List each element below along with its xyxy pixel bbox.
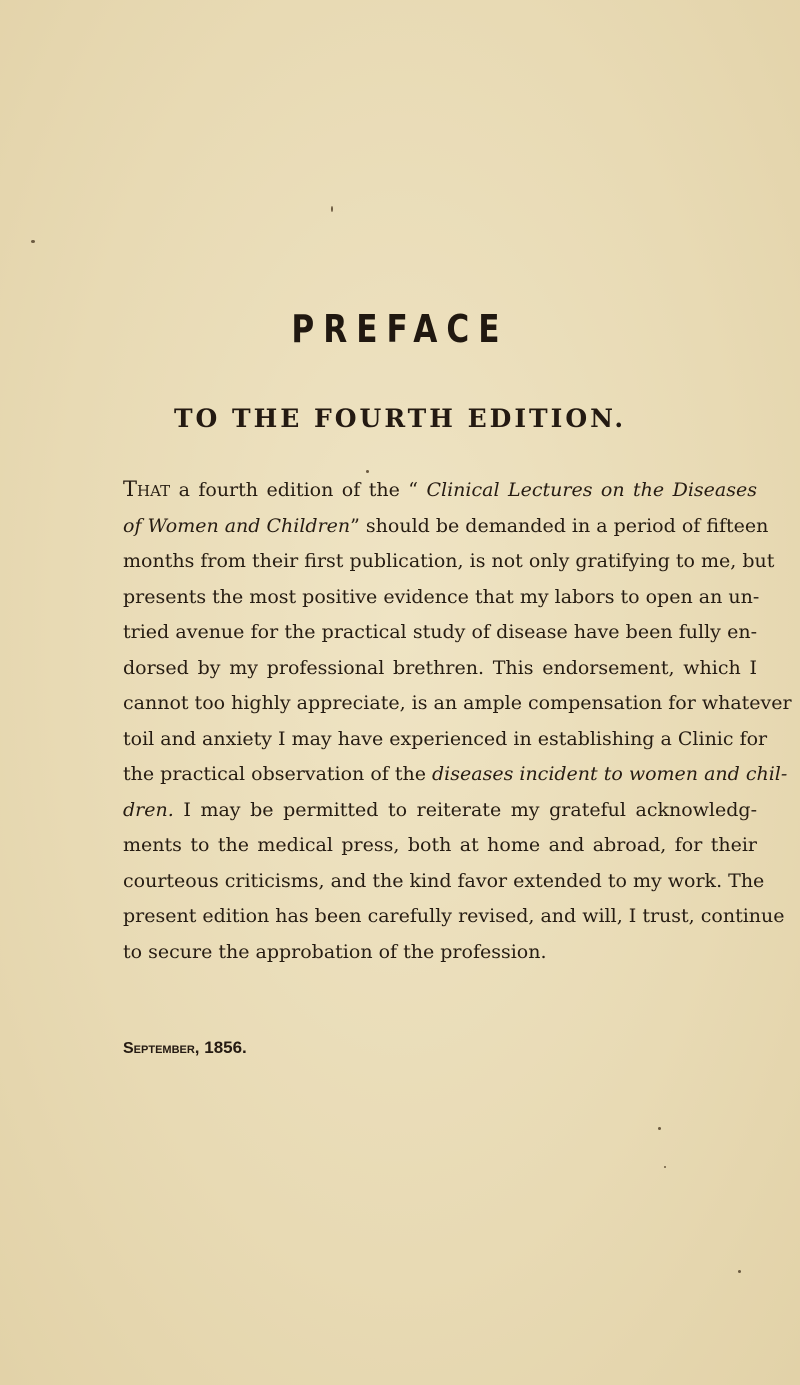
- opening-smallcaps: That: [123, 477, 171, 501]
- line-text: ” should be demanded in a period of fifteen: [350, 514, 769, 537]
- book-title-italic: Clinical Lectures on the Diseases: [426, 479, 757, 501]
- line-text: the practical observation of the: [123, 763, 433, 785]
- paragraph-line: tried avenue for the practical study of disease have been fully en-: [123, 621, 757, 643]
- paragraph-line: [123, 472, 757, 509]
- paragraph-line: presents the most positive evidence that my labors to open an un-: [123, 585, 760, 608]
- line-text: I may be permitted to reiterate my grateful acknowledg-: [173, 798, 757, 821]
- date-line: [123, 1038, 247, 1058]
- date-year: , 1856.: [194, 1038, 247, 1057]
- paragraph-line: ments to the medical press, both at home and abroad, for their: [123, 834, 757, 856]
- paragraph-line: [123, 509, 769, 545]
- paragraph-line: courteous criticisms, and the kind favor extended to my work. The: [123, 869, 765, 892]
- paragraph-line: present edition has been carefully revised, and will, I trust, continue: [123, 905, 785, 927]
- paragraph-line: [123, 793, 757, 829]
- paragraph-line: cannot too highly appreciate, is an ample compensation for whatever: [123, 692, 792, 714]
- paragraph-line: [123, 757, 788, 793]
- paragraph-line: to secure the approbation of the profession.: [123, 940, 547, 963]
- emphasis-italic: dren.: [123, 798, 174, 821]
- date-month: September: [123, 1040, 195, 1057]
- paragraph-line: months from their first publication, is not only gratifying to me, but: [123, 550, 775, 572]
- page-subtitle: TO THE FOURTH EDITION.: [173, 404, 627, 433]
- paragraph-line: dorsed by my professional brethren. This endorsement, which I: [123, 656, 757, 679]
- paragraph-line: toil and anxiety I may have experienced in establishing a Clinic for: [123, 727, 768, 750]
- book-title-italic: of Women and Children: [123, 514, 351, 537]
- preface-paragraph: [123, 472, 792, 970]
- emphasis-italic: diseases incident to women and chil-: [432, 763, 788, 785]
- line-text: a fourth edition of the “: [170, 479, 427, 501]
- page-title: PREFACE: [291, 307, 509, 351]
